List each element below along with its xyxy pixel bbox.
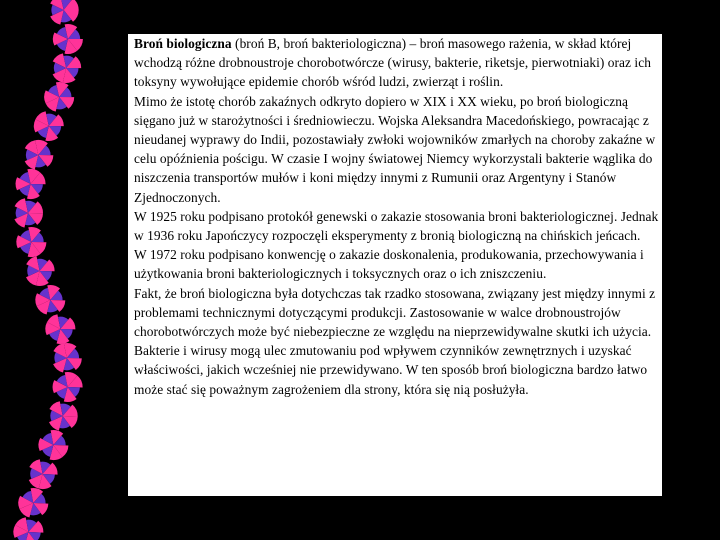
paragraph-1972-convention [134,245,662,283]
decorative-spiral-ribbon [0,0,120,540]
ribbon-segment [25,140,54,170]
ribbon-segment [53,53,82,83]
ribbon-segment [49,401,78,430]
paragraph-conclusion [134,284,662,399]
paragraph-definition [134,34,662,92]
ribbon-segment [45,314,75,344]
lead-term: Broń biologiczna [134,36,232,51]
ribbon-segment [16,227,46,257]
ribbon-segment [35,285,65,315]
ribbon-segment [29,459,58,489]
ribbon-segment [53,343,82,372]
paragraph-text: W 1925 roku podpisano protokół genewski o zakazie stosowania broni bakteriologicznej. Jednak w 1936 roku Japończycy rozpoczęli eksperymenty z bronią biologiczną na chińskich jeńcach. [134,208,659,244]
ribbon-segment [38,430,68,460]
ribbon-segment [53,372,83,402]
ribbon-segment [26,256,55,286]
ribbon-segment [53,24,83,54]
paragraph-text: Fakt, że broń biologiczna była dotychczas tak rzadko stosowana, związany jest między innymi z problemami technicznymi dotyczącymi produkcji. Zastosowanie w walce drobnoustrojów chorobotwórczych może być niebezpieczne ze względu na nieprzewidywalne skutki ich użycia. Bakterie i wirusy mogą ulec zmutowaniu pod wpływem czynników zewnętrznych i uzyskać właściwości, jakich wcześniej nie przewidywano. W ten sposób broń biologiczna bardzo łatwo może stać się poważnym zagrożeniem dla strony, która się nią posłużyła. [134,285,656,397]
paragraph-text: Mimo że istotę chorób zakaźnych odkryto dopiero w XIX i XX wieku, po broń biologiczną sięgano już w starożytności i średniowieczu. Wojska Aleksandra Macedońskiego, powracając z nieudanej wyprawy do Indii, pozostawiały zwłoki wojowników zmarłych na choroby zakaźne w celu opóźnienia pościgu. W czasie I wojny światowej Niemcy wykorzystali bakterie wąglika do niszczenia transportów mułów i koni między innymi z Rumunii oraz Argentyny i Stanów Zjednoczonych. [134,93,656,205]
ribbon-segment [18,488,48,517]
paragraph-history [134,92,662,207]
text-card [128,34,662,496]
ribbon-segment [16,169,46,199]
ribbon-segment [34,111,64,141]
ribbon-segment [13,517,43,540]
ribbon-segment [14,198,43,227]
paragraph-geneva-protocol [134,207,662,245]
paragraph-text: W 1972 roku podpisano konwencję o zakazie doskonalenia, produkowania, przechowywania i użytkowania broni bakteriologicznych i toksycznych oraz o ich zniszczeniu. [134,247,644,282]
paragraph-text: (broń B, broń bakteriologiczna) – broń masowego rażenia, w skład której wchodzą różne drobnoustroje chorobotwórcze (wirusy, bakterie, riketsje, pierwotniaki) oraz ich toksyny wywołujące epidemie chorób wśród ludzi, zwierząt i roślin. [134,36,651,90]
ribbon-segment [50,0,78,25]
ribbon-segment [44,82,74,112]
